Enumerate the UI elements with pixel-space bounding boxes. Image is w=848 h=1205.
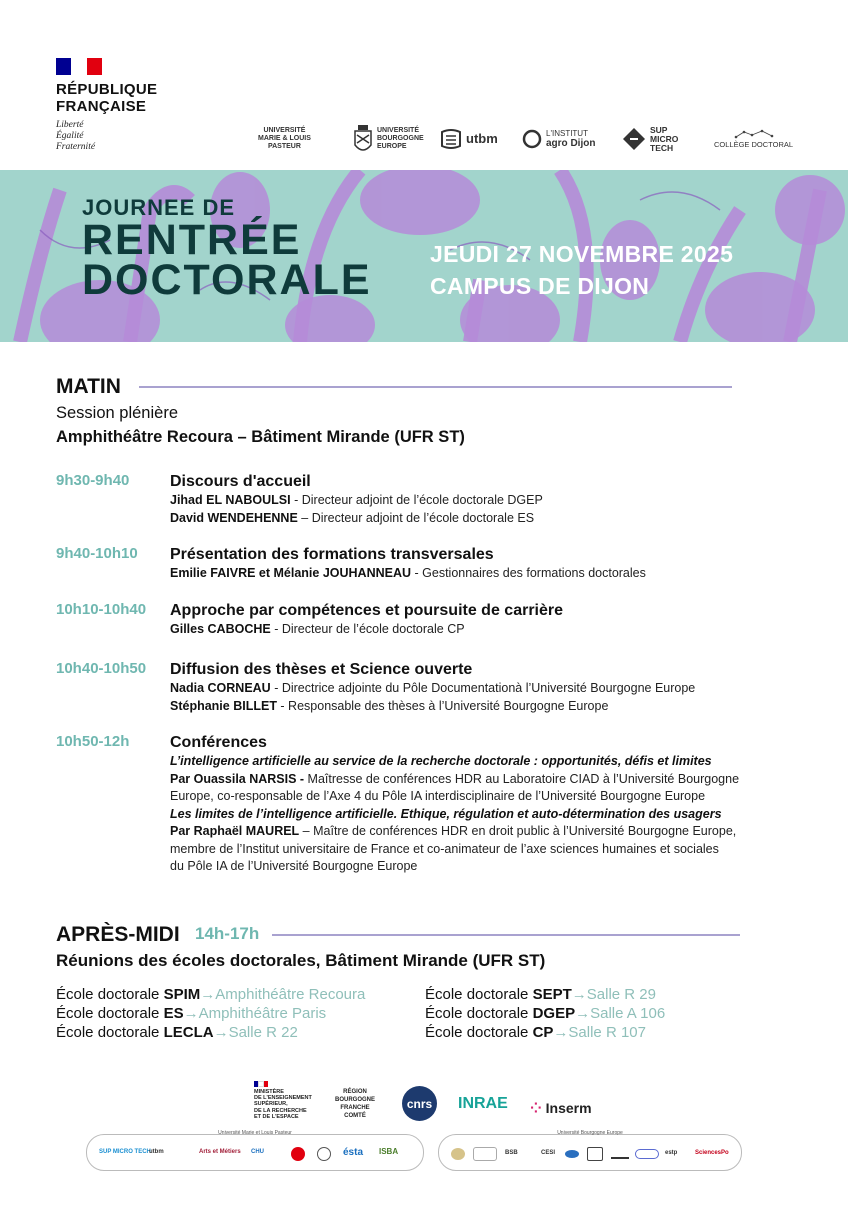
speaker: Emilie FAIVRE et Mélanie JOUHANNEAU - Gestionnaires des formations doctorales: [170, 566, 646, 580]
partner-logo-icon: [565, 1150, 579, 1158]
speaker: Stéphanie BILLET - Responsable des thèses à l’Université Bourgogne Europe: [170, 698, 609, 713]
arrow-right-icon: →: [183, 1005, 199, 1022]
region-logo: RÉGION BOURGOGNE FRANCHE COMTÉ: [335, 1089, 376, 1119]
supmicrotech-icon: [622, 127, 646, 151]
item-time: 9h40-10h10: [56, 545, 138, 562]
ube-crest-icon: [353, 123, 373, 155]
item-title: Présentation des formations transversales: [170, 546, 494, 563]
red-circle-logo-icon: [291, 1147, 305, 1161]
event-title: JOURNEE DE RENTRÉE DOCTORALE: [82, 195, 372, 304]
item-title: Conférences: [170, 734, 267, 751]
inrae-logo: INRAE: [458, 1095, 508, 1112]
speaker: Par Raphaël MAUREL – Maître de conférences HDR en droit public à l’Université Bourgogne Europe,: [170, 824, 737, 838]
item-title: Diffusion des thèses et Science ouverte: [170, 661, 473, 678]
event-date: JEUDI 27 NOVEMBRE 2025 CAMPUS DE DIJON: [430, 241, 734, 299]
rf-motto: Liberté Égalité Fraternité: [56, 120, 96, 152]
arrow-right-icon: →: [200, 986, 216, 1003]
item-time: 10h50-12h: [56, 733, 130, 750]
item-time: 10h40-10h50: [56, 660, 147, 677]
afternoon-time: 14h-17h: [195, 924, 260, 943]
afternoon-rule: [272, 934, 740, 936]
school-room: École doctorale SPIM→Amphithéâtre Recoura: [56, 986, 366, 1003]
school-room: École doctorale SEPT→Salle R 29: [425, 986, 656, 1003]
partner-logo-icon: [473, 1147, 497, 1161]
afternoon-location: Réunions des écoles doctorales, Bâtiment Mirande (UFR ST): [56, 951, 546, 970]
rf-name: RÉPUBLIQUE FRANÇAISE: [56, 81, 158, 115]
talk-title: L’intelligence artificielle au service de la recherche doctorale : opportunités, défis et limites: [170, 754, 712, 768]
school-room: École doctorale ES→Amphithéâtre Paris: [56, 1005, 327, 1022]
arrow-right-icon: →: [571, 986, 587, 1003]
school-room: École doctorale LECLA→Salle R 22: [56, 1024, 298, 1041]
partner-logo-icon: [587, 1147, 603, 1161]
speaker-role: Europe, co-responsable de l’Axe 4 du Pôle IA interdisciplinaire de l’Université Bourgogne Europe: [170, 789, 706, 803]
speaker: Jihad EL NABOULSI - Directeur adjoint de l’école doctorale DGEP: [170, 493, 543, 507]
item-time: 9h30-9h40: [56, 472, 130, 489]
partner-college-doctoral: COLLÈGE DOCTORAL: [714, 122, 793, 156]
morning-session: Session plénière: [56, 404, 178, 422]
round-seal-logo-icon: [317, 1147, 331, 1161]
cnrs-logo: cnrs: [402, 1086, 437, 1121]
partner-supmicrotech: SUP MICRO TECH: [622, 122, 678, 156]
morning-heading: MATIN: [56, 375, 121, 398]
ube-partners-pill: Université Bourgogne Europe BSB CESI estp SciencesPo: [438, 1134, 742, 1171]
afternoon-heading: APRÈS-MIDI: [56, 923, 180, 946]
arrow-right-icon: →: [553, 1024, 569, 1041]
item-title: Approche par compétences et poursuite de carrière: [170, 602, 564, 619]
partner-logo-icon: [611, 1149, 629, 1159]
arrow-right-icon: →: [213, 1024, 229, 1041]
constellation-icon: [734, 129, 774, 139]
agro-icon: [522, 129, 542, 149]
school-room: École doctorale DGEP→Salle A 106: [425, 1005, 666, 1022]
morning-location: Amphithéâtre Recoura – Bâtiment Mirande (UFR ST): [56, 428, 465, 446]
inserm-dots-icon: ⁘: [530, 1100, 542, 1116]
french-flag-icon: [254, 1081, 268, 1087]
umlp-partners-pill: Université Marie et Louis Pasteur SUP MICRO TECH utbm Arts et Métiers CHU ésta ISBA: [86, 1134, 424, 1171]
inserm-logo: ⁘ Inserm: [530, 1100, 592, 1116]
ministry-logo: MINISTÈRE DE L'ENSEIGNEMENT SUPÉRIEUR, DE LA RECHERCHE ET DE L'ESPACE: [254, 1081, 312, 1120]
partner-agro: L'INSTITUT agro Dijon: [522, 122, 595, 156]
arrow-right-icon: →: [575, 1005, 591, 1022]
speaker: Gilles CABOCHE - Directeur de l’école doctorale CP: [170, 622, 465, 636]
school-room: École doctorale CP→Salle R 107: [425, 1024, 646, 1041]
item-time: 10h10-10h40: [56, 601, 147, 618]
talk-title: Les limites de l’intelligence artificielle. Ethique, régulation et auto-détermination des usagers: [170, 806, 722, 821]
partner-ube: UNIVERSITÉ BOURGOGNE EUROPE: [353, 122, 424, 156]
morning-rule: [139, 386, 732, 388]
speaker-role: membre de l’Institut universitaire de France et co-animateur de l’axe sciences humaines et sociales: [170, 841, 719, 856]
partner-logo-icon: [635, 1149, 659, 1159]
item-title: Discours d'accueil: [170, 473, 311, 490]
republique-francaise-logo: [56, 58, 176, 153]
partner-utbm: utbm: [440, 122, 498, 156]
speaker-role: du Pôle IA de l’Université Bourgogne Europe: [170, 859, 418, 873]
speaker: Par Ouassila NARSIS - Maîtresse de conférences HDR au Laboratoire CIAD à l’Université Bourgogne: [170, 771, 740, 786]
speaker: Nadia CORNEAU - Directrice adjointe du Pôle Documentationà l’Université Bourgogne Europe: [170, 681, 696, 695]
speaker: David WENDEHENNE – Directeur adjoint de l’école doctorale ES: [170, 510, 535, 525]
french-flag-icon: [56, 58, 102, 75]
utbm-icon: [440, 128, 462, 150]
partner-logo-icon: [451, 1148, 465, 1160]
partner-umlp: UNIVERSITÉ MARIE & LOUIS PASTEUR: [258, 127, 311, 150]
